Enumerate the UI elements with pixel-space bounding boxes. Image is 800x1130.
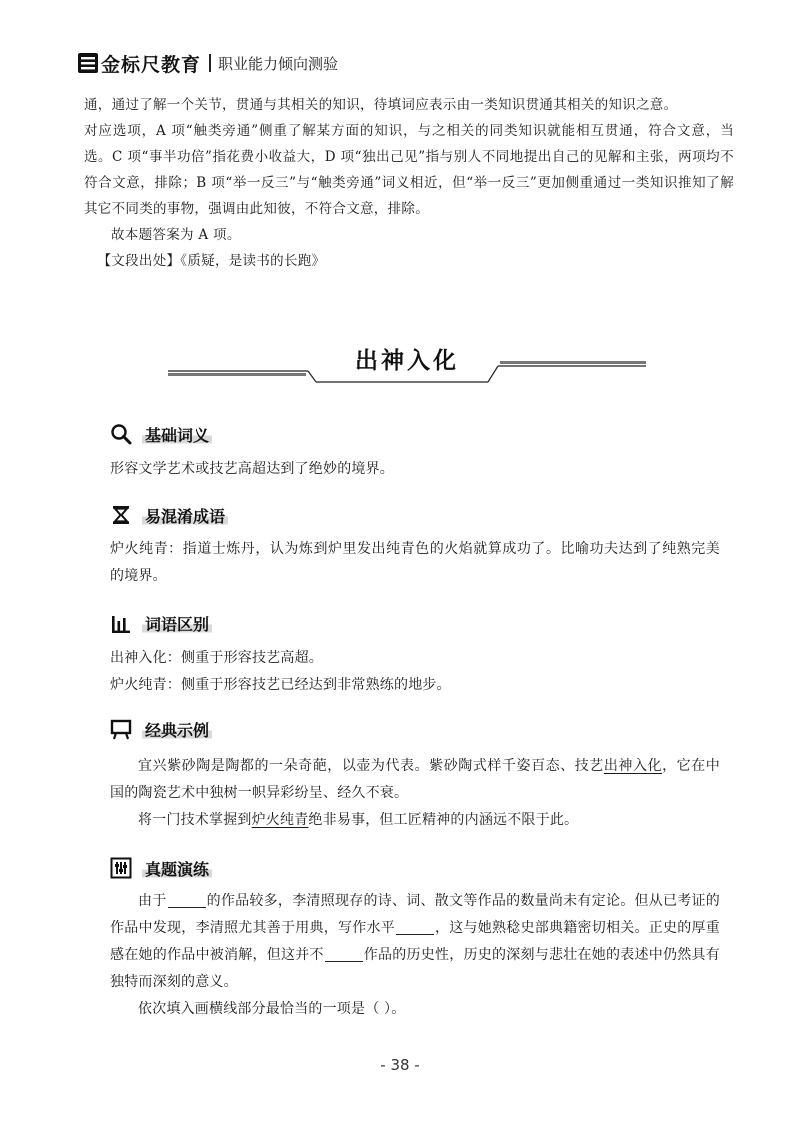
confusable-idiom-text bbox=[110, 536, 720, 590]
board-icon bbox=[110, 718, 132, 740]
source-text: 【文段出处】《质疑，是读书的长跑》 bbox=[97, 253, 326, 269]
word-distinction-text bbox=[110, 645, 720, 699]
distinction-line-1: 出神入化：侧重于形容技艺高超。 bbox=[110, 650, 323, 666]
answer-blank-3[interactable] bbox=[325, 948, 363, 962]
example-1-idiom: 出神入化 bbox=[603, 758, 663, 774]
header-subtitle: 职业能力倾向测验 bbox=[218, 54, 339, 73]
explanation-block bbox=[84, 92, 734, 274]
bar-chart-icon bbox=[110, 612, 132, 634]
section-title: 经典示例 bbox=[142, 718, 212, 741]
page-header bbox=[78, 50, 338, 76]
stem-part-2: 的作品较多，李清照现存的诗、词、散文等作品的数量尚未有定论。但从已考证的作品中发现，李清照尤其善于用典，写作水平 bbox=[110, 893, 720, 936]
idiom-title: 出神入化 bbox=[355, 347, 459, 374]
practice-question-stem bbox=[110, 888, 720, 996]
example-2-part-b: 绝非易事，但工匠精神的内涵远不限于此。 bbox=[308, 812, 579, 828]
answer-blank-1[interactable] bbox=[168, 894, 206, 908]
basic-meaning-text bbox=[110, 456, 720, 483]
section-title: 词语区别 bbox=[142, 612, 212, 635]
answer-text: 故本题答案为 A 项。 bbox=[111, 227, 241, 243]
section-word-distinction bbox=[110, 610, 212, 636]
section-classic-examples bbox=[110, 716, 212, 742]
section-basic-meaning bbox=[110, 421, 212, 447]
practice-question-prompt: 依次填入画横线部分最恰当的一项是（ ）。 bbox=[138, 1001, 406, 1017]
page-number: - 38 - bbox=[380, 1056, 420, 1074]
explanation-line-1: 通，通过了解一个关节，贯通与其相关的知识，待填词应表示由一类知识贯通其相关的知识之意。 bbox=[84, 97, 678, 113]
answer-blank-2[interactable] bbox=[396, 921, 434, 935]
section-title: 真题演练 bbox=[142, 857, 212, 880]
stem-part-3: ，这与她熟稔史部典籍密切相关。正史的厚重感在她的作品中被消解，但这并不 bbox=[110, 920, 720, 963]
sliders-icon bbox=[110, 857, 132, 879]
stem-part-1: 由于 bbox=[138, 893, 167, 909]
classic-examples-text bbox=[110, 753, 720, 834]
example-2 bbox=[110, 807, 720, 834]
idiom-title-banner bbox=[168, 338, 646, 388]
practice-text bbox=[110, 888, 720, 1023]
magnifier-icon bbox=[110, 423, 132, 445]
section-title: 基础词义 bbox=[142, 423, 212, 446]
explanation-body: 对应选项，A 项“触类旁通”侧重了解某方面的知识，与之相关的同类知识就能相互贯通，符合文意，当选。C 项“事半功倍”指花费小收益大，D 项“独出己见”指与别人不同地提出自己的见解和主张，两项均不符合文意，排除；B 项“举一反三”与“触类旁通”词义相近，但“举一反三”更加侧重通过一类知识推知了解其它不同类的事物，强调由此知彼，不符合文意，排除。 bbox=[84, 123, 734, 217]
hourglass-icon bbox=[110, 504, 132, 526]
confusable-line: 炉火纯青：指道士炼丹，认为炼到炉里发出纯青色的火焰就算成功了。比喻功夫达到了纯熟完美的境界。 bbox=[110, 541, 720, 584]
example-1-part-a: 宜兴紫砂陶是陶都的一朵奇葩，以壶为代表。紫砂陶式样千姿百态、技艺 bbox=[138, 758, 604, 774]
example-1 bbox=[110, 753, 720, 807]
section-confusable-idiom bbox=[110, 502, 228, 528]
brand-name: 金标尺教育 bbox=[101, 53, 202, 76]
distinction-line-2: 炉火纯青：侧重于形容技艺已经达到非常熟练的地步。 bbox=[110, 677, 451, 693]
section-practice bbox=[110, 855, 212, 881]
header-divider bbox=[209, 54, 211, 72]
stem-part-4: 作品的历史性，历史的深刻与悲壮在她的表述中仍然具有独特而深刻的意义。 bbox=[110, 947, 720, 990]
example-1-part-b: ，它在中国的陶瓷艺术中独树一帜异彩纷呈、经久不衰。 bbox=[110, 758, 720, 801]
section-title: 易混淆成语 bbox=[142, 504, 228, 527]
example-2-idiom: 炉火纯青 bbox=[251, 812, 309, 828]
brand-logo-icon bbox=[78, 53, 98, 73]
basic-meaning-line: 形容文学艺术或技艺高超达到了绝妙的境界。 bbox=[110, 461, 394, 477]
example-2-part-a: 将一门技术掌握到 bbox=[138, 812, 252, 828]
